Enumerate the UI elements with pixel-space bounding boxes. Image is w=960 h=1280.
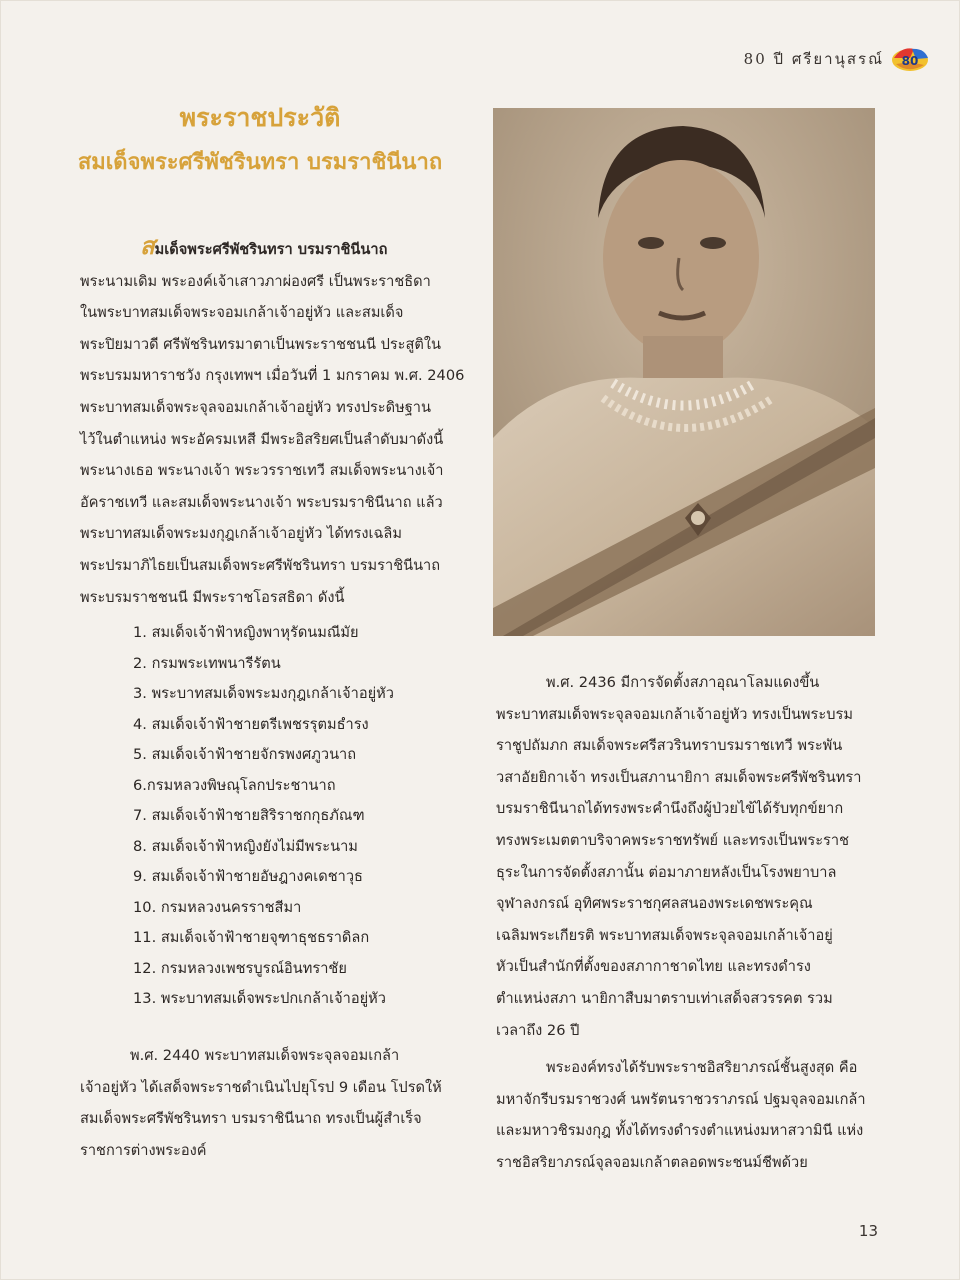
page-title: พระราชประวัติ [179,103,341,132]
list-item: 11. สมเด็จเจ้าฟ้าชายจุฑาธุชธราดิลก [133,929,370,946]
intro-line: ในพระบาทสมเด็จพระจอมเกล้าเจ้าอยู่หัว และสมเด็จ [80,304,404,322]
paragraph-line: และมหาวชิรมงกุฎ ทั้งได้ทรงดำรงตำแหน่งมหาสวามินี แห่ง [496,1122,864,1140]
list-item: 12. กรมหลวงเพชรบูรณ์อินทราชัย [133,959,347,977]
list-item: 5. สมเด็จเจ้าฟ้าชายจักรพงศภูวนาถ [133,746,357,763]
intro-line: ไว้ในตำแหน่ง พระอัครมเหสี มีพระอิสริยศเป็นลำดับมาดังนี้ [80,430,444,448]
list-item: 7. สมเด็จเจ้าฟ้าชายสิริราชกกุธภัณฑ [133,807,365,824]
paragraph-line: ทรงพระเมตตาบริจาคพระราชทรัพย์ และทรงเป็นพระราช [496,831,849,849]
list-item: 2. กรมพระเทพนารีรัตน [133,654,281,672]
intro-line: อัคราชเทวี และสมเด็จพระนางเจ้า พระบรมราชินีนาถ แล้ว [80,493,443,511]
paragraph-line: ตำแหน่งสภา นายิกาสืบมาตราบเท่าเสด็จสวรรคต รวม [496,989,833,1007]
list-item: 1. สมเด็จเจ้าฟ้าหญิงพาหุรัดนมณีมัย [133,624,359,641]
intro-line: พระนามเดิม พระองค์เจ้าเสาวภาผ่องศรี เป็นพระราชธิดา [80,272,431,290]
paragraph-line: วสาอัยยิกาเจ้า ทรงเป็นสภานายิกา สมเด็จพระศรีพัชรินทรา [496,768,862,786]
paragraph-line: มหาจักรีบรมราชวงศ์ นพรัตนราชวราภรณ์ ปฐมจุลจอมเกล้า [496,1090,866,1108]
anniversary-logo-icon [890,44,930,74]
paragraph-line: จุฬาลงกรณ์ อุทิศพระราชกุศลสนองพระเดชพระคุณ [496,895,813,913]
running-header [744,44,930,74]
intro-line: พระบาทสมเด็จพระมงกุฎเกล้าเจ้าอยู่หัว ได้ทรงเฉลิม [80,525,402,543]
intro-line: พระนางเธอ พระนางเจ้า พระวรราชเทวี สมเด็จพระนางเจ้า [80,462,444,480]
paragraph-line: ธุระในการจัดตั้งสภานั้น ต่อมาภายหลังเป็นโรงพยาบาล [496,863,837,881]
paragraph-honors [496,1052,878,1178]
list-item: 8. สมเด็จเจ้าฟ้าหญิงยังไม่มีพระนาม [133,837,358,855]
paragraph-line: ราชอิสริยาภรณ์จุลจอมเกล้าตลอดพระชนม์ชีพด้วย [496,1153,808,1171]
paragraph-line: เวลาถึง 26 ปี [496,1021,580,1039]
children-list [133,618,483,1015]
paragraph-line: ราชการต่างพระองค์ [80,1141,207,1159]
list-item: 13. พระบาทสมเด็จพระปกเกล้าเจ้าอยู่หัว [133,990,386,1007]
svg-text:80: 80 [901,54,919,68]
paragraph-2436 [496,667,878,1046]
drop-cap: ส [140,232,155,260]
paragraph-2440 [80,1040,478,1166]
paragraph-line: พ.ศ. 2436 มีการจัดตั้งสภาอุณาโลมแดงขึ้น [546,674,820,691]
intro-line: พระบรมมหาราชวัง กรุงเทพฯ เมื่อวันที่ 1 มกราคม พ.ศ. 2406 [80,367,465,385]
paragraph-line: เจ้าอยู่หัว ได้เสด็จพระราชดำเนินไปยุโรป 9 เดือน โปรดให้ [80,1078,442,1096]
queen-portrait-photo [493,108,875,636]
paragraph-line: เฉลิมพระเกียรติ พระบาทสมเด็จพระจุลจอมเกล้าเจ้าอยู่ [496,926,833,944]
list-item: 10. กรมหลวงนครราชสีมา [133,898,302,916]
intro-line: พระปิยมาวดี ศรีพัชรินทรมาตาเป็นพระราชชนนี ประสูติใน [80,335,442,353]
paragraph-line: สมเด็จพระศรีพัชรินทรา บรมราชินีนาถ ทรงเป็นผู้สำเร็จ [80,1110,422,1128]
intro-lead: มเด็จพระศรีพัชรินทรา บรมราชินีนาถ [154,241,388,258]
list-item: 6.กรมหลวงพิษณุโลกประชานาถ [133,776,336,794]
paragraph-line: พระองค์ทรงได้รับพระราชอิสริยาภรณ์ชั้นสูงสุด คือ [546,1059,858,1076]
intro-line: พระปรมาภิไธยเป็นสมเด็จพระศรีพัชรินทรา บรมราชินีนาถ [80,556,441,574]
list-item: 3. พระบาทสมเด็จพระมงกุฎเกล้าเจ้าอยู่หัว [133,685,394,702]
list-item: 4. สมเด็จเจ้าฟ้าชายตรีเพชรรุตมธำรง [133,715,369,733]
paragraph-line: ราชูปถัมภก สมเด็จพระศรีสวรินทราบรมราชเทวี พระพัน [496,737,843,755]
paragraph-line: หัวเป็นสำนักที่ตั้งของสภากาชาดไทย และทรงดำรง [496,958,811,976]
running-title: 80 ปี ศรียานุสรณ์ [743,50,884,68]
paragraph-line: บรมราชินีนาถได้ทรงพระคำนึงถึงผู้ป่วยไข้ได้รับทุกข์ยาก [496,800,844,818]
intro-paragraph [80,231,478,613]
paragraph-line: พ.ศ. 2440 พระบาทสมเด็จพระจุลจอมเกล้า [130,1047,400,1064]
page-number: 13 [858,1222,878,1240]
intro-line: พระบรมราชชนนี มีพระราชโอรสธิดา ดังนี้ [80,588,345,606]
intro-line: พระบาทสมเด็จพระจุลจอมเกล้าเจ้าอยู่หัว ทรงประดิษฐาน [80,398,431,416]
list-item: 9. สมเด็จเจ้าฟ้าชายอัษฎางคเดชาวุธ [133,868,363,885]
page-subtitle: สมเด็จพระศรีพัชรินทรา บรมราชินีนาถ [77,150,443,175]
paragraph-line: พระบาทสมเด็จพระจุลจอมเกล้าเจ้าอยู่หัว ทรงเป็นพระบรม [496,705,853,723]
